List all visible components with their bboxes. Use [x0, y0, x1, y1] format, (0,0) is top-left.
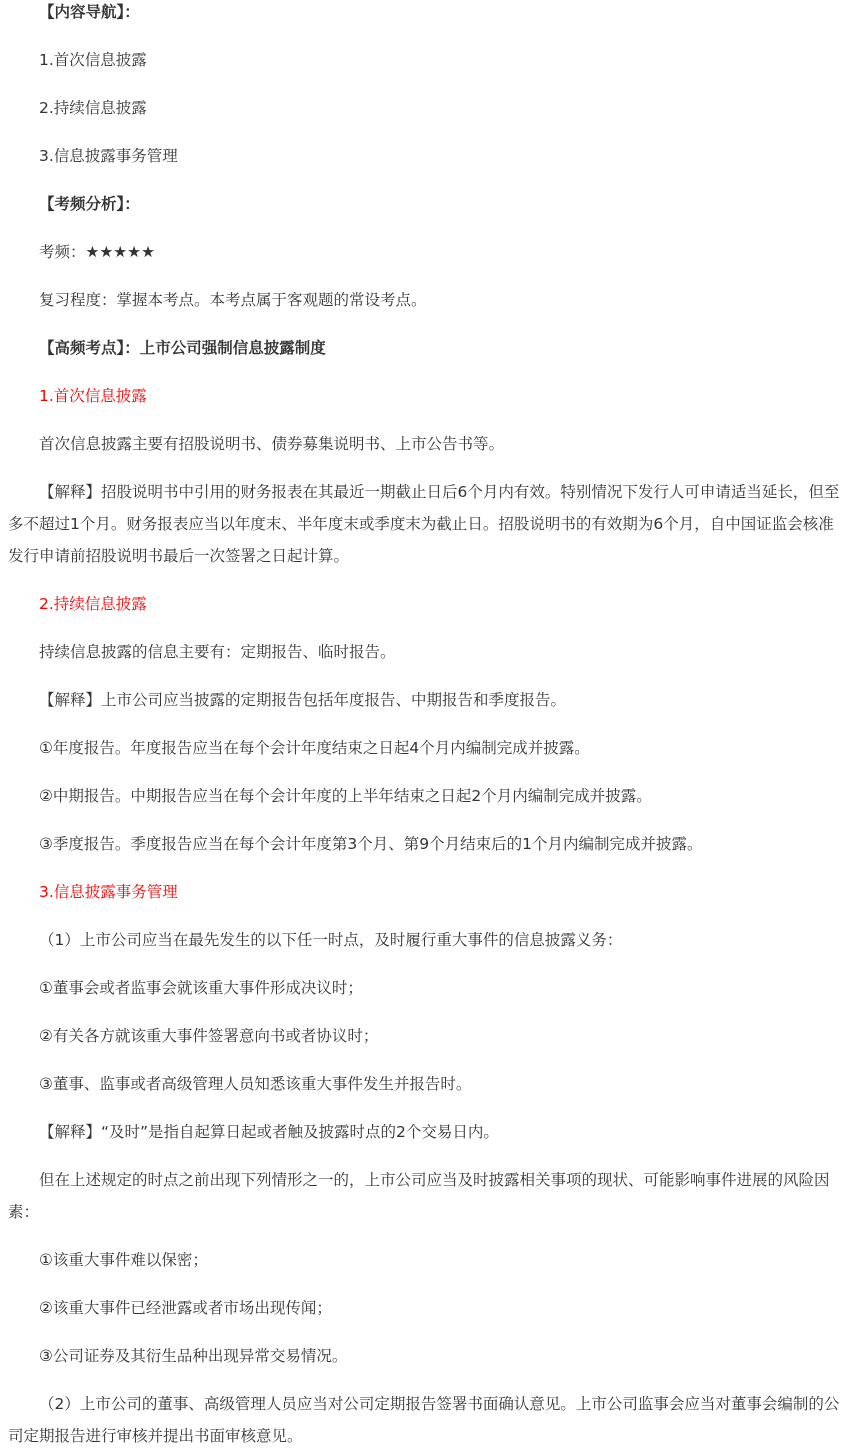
paragraph: ②有关各方就该重大事件签署意向书或者协议时； [39, 1027, 379, 1045]
section-heading: 【高频考点】：上市公司强制信息披露制度 [39, 339, 326, 357]
paragraph: 考频：★★★★★ [39, 243, 155, 261]
paragraph: 3.信息披露事务管理 [39, 147, 178, 165]
paragraph: ②中期报告。中期报告应当在每个会计年度的上半年结束之日起2个月内编制完成并披露。 [39, 787, 652, 805]
paragraph: ①该重大事件难以保密； [39, 1251, 208, 1269]
paragraph: 但在上述规定的时点之前出现下列情形之一的，上市公司应当及时披露相关事项的现状、可能影响事件进展的风险因素： [8, 1171, 830, 1221]
paragraph: （1）上市公司应当在最先发生的以下任一时点，及时履行重大事件的信息披露义务： [39, 931, 623, 949]
paragraph: 复习程度：掌握本考点。本考点属于客观题的常设考点。 [39, 291, 427, 309]
paragraph: 首次信息披露主要有招股说明书、债券募集说明书、上市公告书等。 [39, 435, 505, 453]
subsection-heading: 2.持续信息披露 [39, 595, 147, 613]
paragraph: ①董事会或者监事会就该重大事件形成决议时； [39, 979, 363, 997]
paragraph: ③公司证券及其衍生品种出现异常交易情况。 [39, 1347, 348, 1365]
paragraph: ③董事、监事或者高级管理人员知悉该重大事件发生并报告时。 [39, 1075, 472, 1093]
section-heading: 【考频分析】： [39, 195, 140, 213]
paragraph: ①年度报告。年度报告应当在每个会计年度结束之日起4个月内编制完成并披露。 [39, 739, 590, 757]
paragraph: 持续信息披露的信息主要有：定期报告、临时报告。 [39, 643, 396, 661]
paragraph: ②该重大事件已经泄露或者市场出现传闻； [39, 1299, 332, 1317]
section-heading: 【内容导航】： [39, 3, 140, 21]
subsection-heading: 3.信息披露事务管理 [39, 883, 178, 901]
paragraph: 【解释】“及时”是指自起算日起或者触及披露时点的2个交易日内。 [39, 1123, 499, 1141]
paragraph: （2）上市公司的董事、高级管理人员应当对公司定期报告签署书面确认意见。上市公司监事会应当对董事会编制的公司定期报告进行审核并提出书面审核意见。 [8, 1395, 840, 1445]
paragraph: 【解释】招股说明书中引用的财务报表在其最近一期截止日后6个月内有效。特别情况下发行人可申请适当延长，但至多不超过1个月。财务报表应当以年度末、半年度末或季度末为截止日。招股说明书的有效期为6个月，自中国证监会核准发行申请前招股说明书最后一次签署之日起计算。 [8, 483, 840, 565]
paragraph: 1.首次信息披露 [39, 51, 147, 69]
paragraph: 【解释】上市公司应当披露的定期报告包括年度报告、中期报告和季度报告。 [39, 691, 567, 709]
subsection-heading: 1.首次信息披露 [39, 387, 147, 405]
paragraph: ③季度报告。季度报告应当在每个会计年度第3个月、第9个月结束后的1个月内编制完成并披露。 [39, 835, 703, 853]
paragraph: 2.持续信息披露 [39, 99, 147, 117]
